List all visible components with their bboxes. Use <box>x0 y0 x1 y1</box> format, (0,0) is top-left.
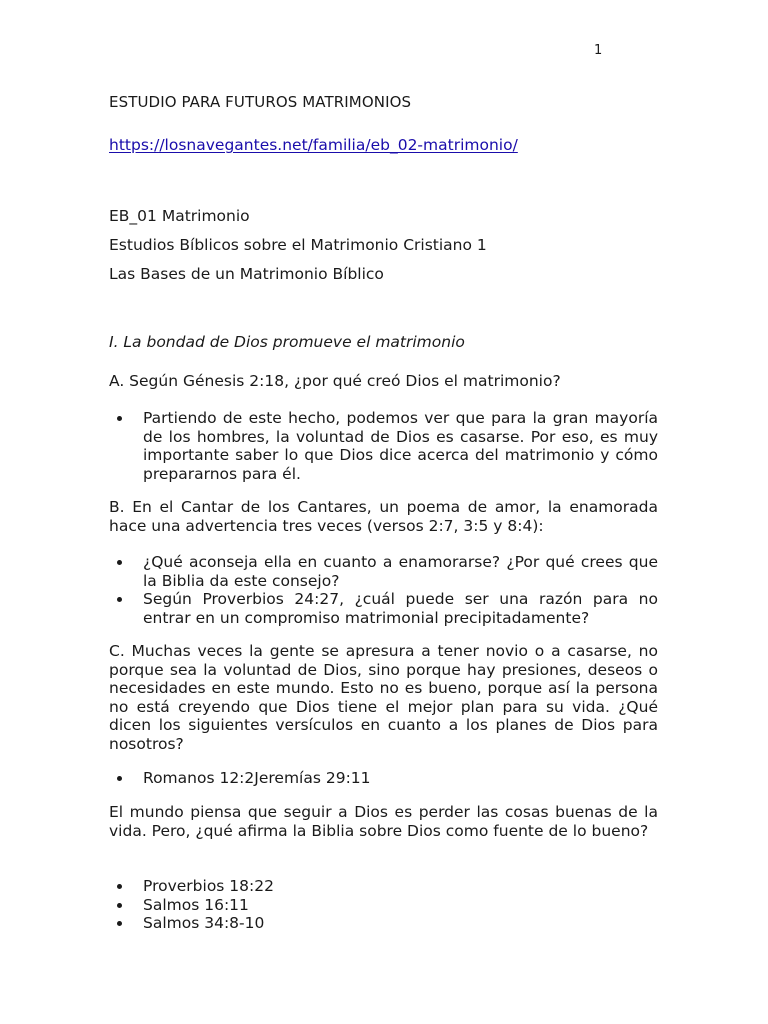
bullet-icon <box>117 560 122 565</box>
paragraph-b: B. En el Cantar de los Cantares, un poema de amor, la enamorada hace una advertencia tres veces (versos 2:7, 3:5 y 8:4): <box>109 498 658 535</box>
list-item-text: Según Proverbios 24:27, ¿cuál puede ser una razón para no entrar en un compromiso matrimonial precipitadamente? <box>143 590 658 627</box>
document-title: ESTUDIO PARA FUTUROS MATRIMONIOS <box>109 93 412 111</box>
bullet-list-d <box>109 877 658 933</box>
list-item-text: Salmos 34:8-10 <box>143 914 265 932</box>
section-title: I. La bondad de Dios promueve el matrimonio <box>109 333 465 351</box>
page-number: 1 <box>594 43 603 58</box>
bullet-list-b <box>109 553 658 627</box>
paragraph-a: A. Según Génesis 2:18, ¿por qué creó Dios el matrimonio? <box>109 372 561 390</box>
bullet-list-a <box>109 409 658 483</box>
list-item <box>109 896 658 915</box>
heading-line-code: EB_01 Matrimonio <box>109 207 250 225</box>
source-link[interactable]: https://losnavegantes.net/familia/eb_02-matrimonio/ <box>109 136 518 154</box>
list-item <box>109 914 658 933</box>
paragraph-d: El mundo piensa que seguir a Dios es perder las cosas buenas de la vida. Pero, ¿qué afirma la Biblia sobre Dios como fuente de lo bueno? <box>109 803 658 840</box>
heading-line-subtitle: Las Bases de un Matrimonio Bíblico <box>109 265 384 283</box>
bullet-icon <box>117 921 122 926</box>
list-item-text: Proverbios 18:22 <box>143 877 274 895</box>
bullet-icon <box>117 903 122 908</box>
list-item <box>109 553 658 590</box>
heading-line-series: Estudios Bíblicos sobre el Matrimonio Cristiano 1 <box>109 236 487 254</box>
list-item <box>109 769 658 788</box>
list-item <box>109 877 658 896</box>
list-item-text: Salmos 16:11 <box>143 895 249 914</box>
list-item <box>109 590 658 627</box>
bullet-list-c <box>109 769 658 788</box>
bullet-icon <box>117 776 122 781</box>
paragraph-c: C. Muchas veces la gente se apresura a tener novio o a casarse, no porque sea la voluntad de Dios, sino porque hay presiones, deseos o necesidades en este mundo. Esto no es bueno, porque así la persona no está creyendo que Dios tiene el mejor plan para su vida. ¿Qué dicen los siguientes versículos en cuanto a los planes de Dios para nosotros? <box>109 642 658 753</box>
bullet-icon <box>117 884 122 889</box>
list-item-text: Partiendo de este hecho, podemos ver que para la gran mayoría de los hombres, la voluntad de Dios es casarse. Por eso, es muy importante saber lo que Dios dice acerca del matrimonio y cómo prepararnos para él. <box>143 409 658 483</box>
bullet-icon <box>117 416 122 421</box>
list-item-text: ¿Qué aconseja ella en cuanto a enamorarse? ¿Por qué crees que la Biblia da este consejo? <box>143 553 658 590</box>
list-item <box>109 409 658 483</box>
list-item-text: Romanos 12:2Jeremías 29:11 <box>143 769 371 787</box>
bullet-icon <box>117 597 122 602</box>
